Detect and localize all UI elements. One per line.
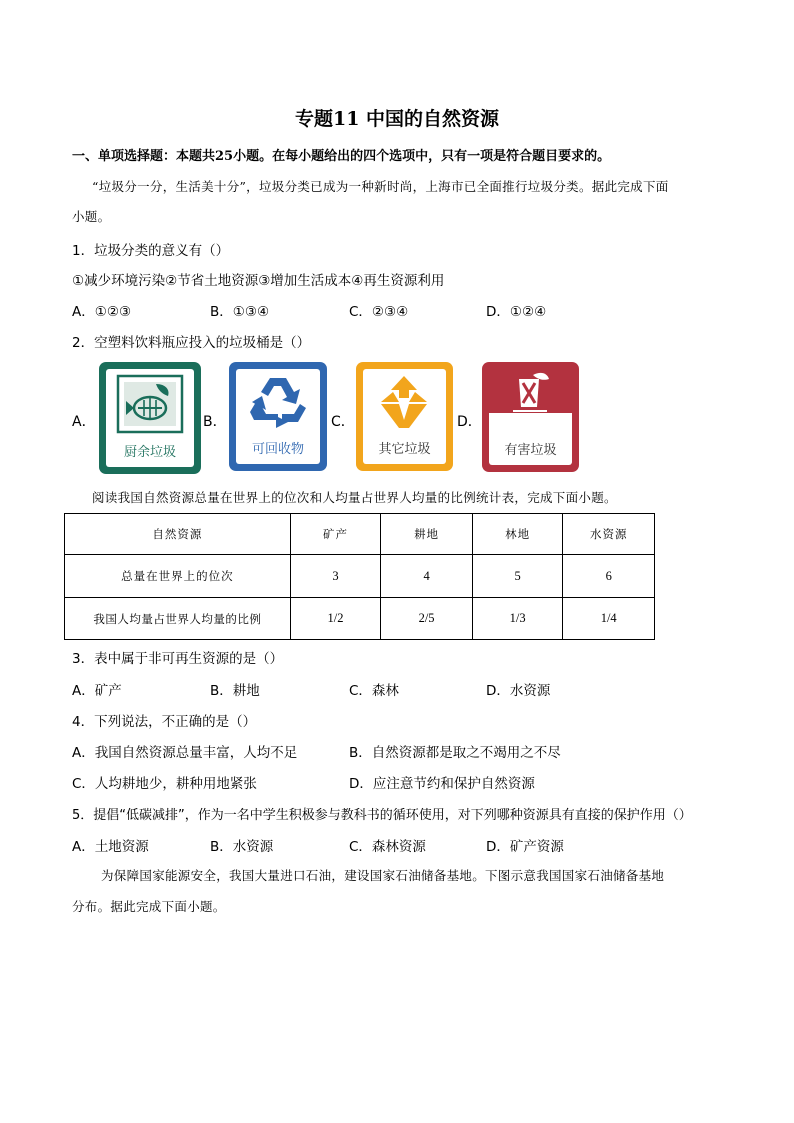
question-5-option-a[interactable]: A．土地资源 [72,839,149,855]
question-4-option-c[interactable]: C．人均耕地少，耕种用地紧张 [72,776,257,792]
table-row [65,598,655,640]
food-waste-label: 厨余垃圾 [123,445,176,460]
question-1-stem: 1．垃圾分类的意义有（） [72,243,230,259]
question-1-option-c[interactable]: C．②③④ [349,304,409,320]
table-cell: 6 [563,555,655,598]
question-4-stem: 4．下列说法，不正确的是（） [72,714,257,730]
table-header-cell: 水资源 [563,514,655,555]
question-1-option-b[interactable]: B．①③④ [210,304,270,320]
resource-table [64,513,655,640]
section-heading: 一、单项选择题：本题共25小题。在每小题给出的四个选项中，只有一项是符合题目要求的。 [72,149,611,164]
question-1-option-d[interactable]: D．①②④ [486,304,547,320]
table-cell: 我国人均量占世界人均量的比例 [65,598,291,640]
question-2-option-d-letter[interactable]: D． [457,414,482,430]
question-5-option-d[interactable]: D．矿产资源 [486,839,564,855]
hazardous-waste-bin[interactable] [482,362,579,472]
other-waste-bin[interactable] [356,362,453,471]
question-2-option-b-letter[interactable]: B． [203,414,227,430]
intro-paragraph-1-line2: 小题。 [72,209,111,224]
hazardous-waste-label: 有害垃圾 [504,443,557,458]
question-3-option-c[interactable]: C．森林 [349,683,399,699]
food-waste-bin[interactable] [99,362,201,474]
other-waste-icon [373,372,435,434]
table-cell: 3 [290,555,381,598]
other-waste-label: 其它垃圾 [378,442,431,457]
recyclable-bin[interactable] [229,362,327,471]
table-cell: 4 [381,555,473,598]
recyclable-label: 可回收物 [251,442,304,457]
table-header-row [65,514,655,555]
intro-paragraph-2: 阅读我国自然资源总量在世界上的位次和人均量占世界人均量的比例统计表，完成下面小题。 [92,490,617,505]
question-1-option-a[interactable]: A．①②③ [72,304,132,320]
hazardous-icon [489,369,572,429]
page-title: 专题11 中国的自然资源 [294,108,500,130]
food-waste-icon [116,374,184,434]
table-header-cell: 矿产 [290,514,381,555]
question-5-option-c[interactable]: C．森林资源 [349,839,426,855]
table-cell: 总量在世界上的位次 [65,555,291,598]
intro-paragraph-3-line2: 分布。据此完成下面小题。 [72,899,226,914]
intro-paragraph-1-line1: “垃圾分一分，生活美十分”，垃圾分类已成为一种新时尚，上海市已全面推行垃圾分类。据此完成下面 [92,179,669,194]
question-4-option-d[interactable]: D．应注意节约和保护自然资源 [349,776,535,792]
question-2-stem: 2．空塑料饮料瓶应投入的垃圾桶是（） [72,335,311,351]
table-header-cell: 林地 [472,514,563,555]
table-cell: 1/4 [563,598,655,640]
table-cell: 5 [472,555,563,598]
question-2-option-a-letter[interactable]: A． [72,414,96,430]
question-4-option-a[interactable]: A．我国自然资源总量丰富，人均不足 [72,745,298,761]
question-5-option-b[interactable]: B．水资源 [210,839,274,855]
table-row [65,555,655,598]
recycle-icon [246,372,310,434]
question-3-stem: 3．表中属于非可再生资源的是（） [72,651,284,667]
question-4-option-b[interactable]: B．自然资源都是取之不竭用之不尽 [349,745,561,761]
table-cell: 1/2 [290,598,381,640]
table-header-cell: 耕地 [381,514,473,555]
question-3-option-a[interactable]: A．矿产 [72,683,122,699]
table-cell: 1/3 [472,598,563,640]
question-1-info: ①减少环境污染②节省土地资源③增加生活成本④再生资源利用 [72,273,445,289]
intro-paragraph-3-line1: 为保障国家能源安全，我国大量进口石油，建设国家石油储备基地。下图示意我国国家石油储备基地 [101,868,665,883]
table-cell: 2/5 [381,598,473,640]
question-3-option-b[interactable]: B．耕地 [210,683,260,699]
question-5-stem: 5．提倡“低碳减排”，作为一名中学生积极参与教科书的循环使用，对下列哪种资源具有直接的保护作用（） [72,808,692,823]
question-2-option-c-letter[interactable]: C． [331,414,355,430]
question-3-option-d[interactable]: D．水资源 [486,683,551,699]
table-header-cell: 自然资源 [65,514,291,555]
